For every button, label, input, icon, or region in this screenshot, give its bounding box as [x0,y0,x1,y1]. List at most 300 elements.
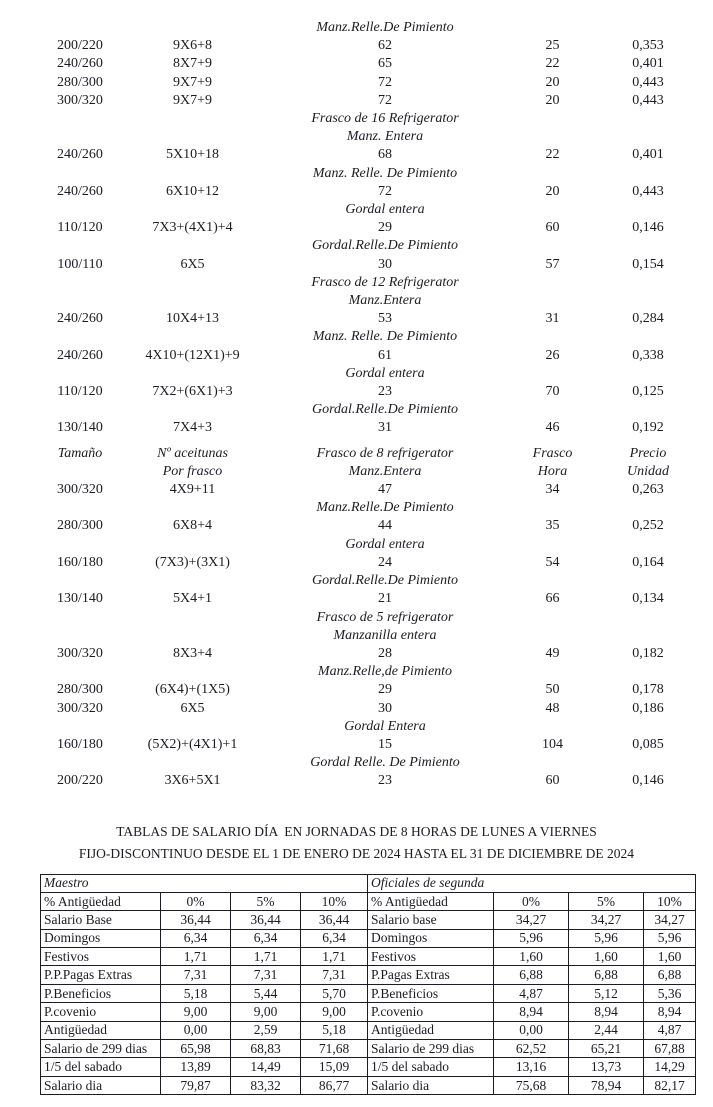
variety-label: Manz. Relle. De Pimiento [312,165,458,181]
salary-value-cell: 4,87 [494,984,569,1002]
salary-value-cell: 79,87 [161,1076,231,1094]
variety-label-row [0,128,713,146]
olives-per-jar-cell: 47 [378,482,392,498]
salary-label-cell: Domingos [41,929,161,947]
unit-price-cell: 0,146 [632,773,664,789]
percent-header-cell: 10% [644,892,696,910]
jars-per-hour-cell: 104 [542,736,563,752]
salary-value-cell: 2,59 [231,1021,301,1039]
percent-header-row [41,892,696,910]
salary-row [41,984,696,1002]
empty-cell [505,499,600,517]
empty-cell [40,627,120,645]
salary-value-cell: 5,96 [644,929,696,947]
variety-label: Gordal Relle. De Pimiento [310,755,460,771]
variety-label-row [0,401,713,419]
empty-cell [40,165,120,183]
percent-header-cell: 5% [569,892,644,910]
variety-label: Manz.Relle.De Pimiento [316,20,454,35]
variety-label-row [0,499,713,517]
jars-per-hour-cell: 49 [545,645,560,661]
variety-label-row [0,572,713,590]
salary-value-cell: 5,18 [161,984,231,1002]
empty-cell [600,201,696,219]
variety-label: Manz. Entera [346,129,424,145]
size-cell: 240/260 [57,147,103,163]
empty-cell [600,754,696,772]
arrangement-cell: 9X6+8 [172,38,212,54]
arrangement-cell: 6X8+4 [172,518,212,534]
size-cell: 240/260 [57,183,103,199]
empty-cell [40,536,120,554]
olive-price-list [0,19,713,791]
size-cell: 160/180 [57,554,103,570]
arrangement-cell: (5X2)+(4X1)+1 [147,736,238,752]
unit-price-cell: 0,164 [632,554,664,570]
salary-value-cell: 34,27 [569,911,644,929]
salary-row [41,1076,696,1094]
group-title-row [41,874,696,892]
unit-price-cell: 0,134 [632,591,664,607]
salary-value-cell: 67,88 [644,1040,696,1058]
jars-per-hour-cell: 70 [545,384,560,400]
jars-per-hour-cell: 22 [545,56,560,72]
size-cell: 300/320 [57,645,103,661]
salary-value-cell: 8,94 [644,1003,696,1021]
variety-label-row [0,237,713,255]
arrangement-cell: 4X10+(12X1)+9 [145,347,240,363]
salary-value-cell: 36,44 [161,911,231,929]
size-cell: 200/220 [57,38,103,54]
salary-row [41,948,696,966]
empty-cell [120,627,265,645]
jars-per-hour-cell: 46 [545,420,560,436]
salary-label-cell: Salario base [368,911,494,929]
jars-per-hour-cell: 60 [545,220,560,236]
price-row [0,37,713,55]
price-row [0,310,713,328]
unit-price-cell: 0,085 [632,736,664,752]
salary-label-cell: Salario dia [368,1076,494,1094]
unit-price-cell: 0,443 [632,183,664,199]
empty-cell [505,19,600,37]
size-cell: 240/260 [57,56,103,72]
salary-value-cell: 86,77 [301,1076,368,1094]
empty-cell [505,128,600,146]
salary-label-cell: P.Beneficios [368,984,494,1002]
salary-value-cell: 5,96 [569,929,644,947]
price-row [0,383,713,401]
size-cell: 280/300 [57,74,103,90]
empty-cell [505,718,600,736]
empty-cell [600,19,696,37]
jars-per-hour-cell: 26 [545,347,560,363]
arrangement-cell: 9X7+9 [172,74,212,90]
olives-per-jar-cell: 72 [378,183,392,199]
empty-cell [40,19,120,37]
price-row [0,219,713,237]
percent-header-cell: 5% [231,892,301,910]
olives-per-jar-cell: 23 [378,384,392,400]
salary-label-cell: Salario de 299 dias [368,1040,494,1058]
arrangement-cell: 7X3+(4X1)+4 [152,220,233,236]
variety-label: Manz. Relle. De Pimiento [312,329,458,345]
empty-cell [40,128,120,146]
empty-cell [505,627,600,645]
empty-cell [40,201,120,219]
oficiales-group-title: Oficiales de segunda [368,874,696,892]
jars-per-hour-cell: Hora [537,463,568,479]
price-row [0,554,713,572]
empty-cell [40,328,120,346]
empty-cell [505,328,600,346]
salary-value-cell: 9,00 [161,1003,231,1021]
salary-value-cell: 83,32 [231,1076,301,1094]
olives-per-jar-cell: 31 [378,420,392,436]
variety-label-row [0,627,713,645]
unit-price-cell: Unidad [627,463,669,479]
salary-label-cell: Antigüedad [41,1021,161,1039]
salary-value-cell: 13,89 [161,1058,231,1076]
salary-row [41,1058,696,1076]
olives-per-jar-cell: 29 [378,220,392,236]
unit-price-cell: 0,252 [632,518,664,534]
size-cell: 280/300 [57,682,103,698]
variety-label-row [0,110,713,128]
salary-value-cell: 0,00 [161,1021,231,1039]
price-row [0,419,713,437]
salary-value-cell: 0,00 [494,1021,569,1039]
size-cell: 240/260 [57,347,103,363]
salary-value-cell: 7,31 [301,966,368,984]
empty-cell [120,609,265,627]
salary-value-cell: 36,44 [301,911,368,929]
arrangement-cell: Nº aceitunas [157,445,228,461]
arrangement-cell: 3X6+5X1 [164,773,221,789]
empty-cell [120,292,265,310]
empty-cell [600,128,696,146]
empty-cell [600,365,696,383]
empty-cell [120,328,265,346]
price-row [0,681,713,699]
price-row [0,55,713,73]
olives-per-jar-cell: 29 [378,682,392,698]
empty-cell [120,572,265,590]
empty-cell [600,627,696,645]
salary-tables-title-line1: TABLAS DE SALARIO DÍA EN JORNADAS DE 8 HORAS DE LUNES A VIERNES [116,823,597,839]
size-cell: 240/260 [57,311,103,327]
jars-per-hour-cell: 20 [545,74,560,90]
variety-label: Manz.Relle.De Pimiento [316,500,454,516]
salary-row [41,1003,696,1021]
empty-cell [505,609,600,627]
salary-value-cell: 75,68 [494,1076,569,1094]
empty-cell [505,365,600,383]
empty-cell [505,663,600,681]
empty-cell [40,609,120,627]
empty-cell [505,292,600,310]
salary-value-cell: 6,34 [301,929,368,947]
variety-label-row [0,663,713,681]
price-row [0,517,713,535]
olives-per-jar-cell: 44 [378,518,392,534]
salary-label-cell: P.Pagas Extras [368,966,494,984]
price-row [0,736,713,754]
salary-value-cell: 5,18 [301,1021,368,1039]
empty-cell [600,609,696,627]
empty-cell [120,754,265,772]
salary-value-cell: 34,27 [494,911,569,929]
price-row [0,590,713,608]
salary-row [41,911,696,929]
salary-value-cell: 5,12 [569,984,644,1002]
salary-value-cell: 13,16 [494,1058,569,1076]
olives-per-jar-cell: 30 [378,700,392,716]
unit-price-cell: 0,401 [632,147,664,163]
empty-cell [600,292,696,310]
salary-value-cell: 1,60 [494,948,569,966]
salary-value-cell: 78,94 [569,1076,644,1094]
empty-cell [600,274,696,292]
salary-label-cell: P.Beneficios [41,984,161,1002]
jars-per-hour-cell: 66 [545,591,560,607]
salary-value-cell: 71,68 [301,1040,368,1058]
salary-label-cell: Domingos [368,929,494,947]
price-row [0,700,713,718]
empty-cell [40,572,120,590]
jars-per-hour-cell: 57 [545,256,560,272]
unit-price-cell: 0,401 [632,56,664,72]
olives-per-jar-cell: 30 [378,256,392,272]
empty-cell [120,19,265,37]
antiguedad-header-cell: % Antigüedad [41,892,161,910]
column-header-row [0,445,713,463]
salary-value-cell: 1,60 [644,948,696,966]
salary-value-cell: 14,49 [231,1058,301,1076]
empty-cell [120,201,265,219]
price-row [0,146,713,164]
salary-label-cell: Festivos [41,948,161,966]
empty-cell [505,572,600,590]
variety-label: Gordal entera [345,365,425,381]
empty-cell [600,572,696,590]
salary-row [41,1040,696,1058]
salary-value-cell: 65,21 [569,1040,644,1058]
percent-header-cell: 10% [301,892,368,910]
salary-row [41,1021,696,1039]
salary-value-cell: 9,00 [301,1003,368,1021]
variety-label: Manz.Relle,de Pimiento [317,664,453,680]
salary-value-cell: 6,88 [644,966,696,984]
salary-label-cell: P.covenio [41,1003,161,1021]
olives-per-jar-cell: 61 [378,347,392,363]
variety-label-row [0,365,713,383]
olives-per-jar-cell: 21 [378,591,392,607]
antiguedad-header-cell: % Antigüedad [368,892,494,910]
arrangement-cell: 8X7+9 [172,56,212,72]
empty-cell [505,274,600,292]
maestro-group-title: Maestro [41,874,368,892]
salary-label-cell: 1/5 del sabado [368,1058,494,1076]
jars-per-hour-cell: 34 [545,482,560,498]
size-cell: 300/320 [57,482,103,498]
column-header-row [0,463,713,481]
olives-per-jar-cell: 72 [378,92,392,108]
size-cell: 100/110 [57,256,103,272]
empty-cell [120,365,265,383]
salary-tables-title-line2: FIJO-DISCONTINUO DESDE EL 1 DE ENERO DE 2024 HASTA EL 31 DE DICIEMBRE DE 2024 [78,845,635,861]
jars-per-hour-cell: Frasco [532,445,573,461]
salary-row [41,966,696,984]
price-row [0,645,713,663]
empty-cell [120,536,265,554]
salary-value-cell: 14,29 [644,1058,696,1076]
jars-per-hour-cell: 20 [545,92,560,108]
unit-price-cell: 0,182 [632,645,664,661]
variety-label: Gordal.Relle.De Pimiento [311,402,459,418]
salary-label-cell: Festivos [368,948,494,966]
size-cell: 160/180 [57,736,103,752]
empty-cell [505,237,600,255]
price-row [0,481,713,499]
empty-cell [600,110,696,128]
empty-cell [600,328,696,346]
empty-cell [600,663,696,681]
empty-cell [505,536,600,554]
salary-label-cell: Salario de 299 dias [41,1040,161,1058]
price-row [0,256,713,274]
size-cell [40,463,120,481]
empty-cell [40,401,120,419]
arrangement-cell: 7X4+3 [172,420,212,436]
empty-cell [120,499,265,517]
unit-price-cell: 0,284 [632,311,664,327]
unit-price-cell: 0,263 [632,482,664,498]
size-cell: 200/220 [57,773,103,789]
variety-label: Gordal.Relle.De Pimiento [311,238,459,254]
size-cell: 130/140 [57,591,103,607]
salary-value-cell: 36,44 [231,911,301,929]
salary-value-cell: 82,17 [644,1076,696,1094]
unit-price-cell: 0,338 [632,347,664,363]
unit-price-cell: 0,125 [632,384,664,400]
unit-price-cell: 0,178 [632,682,664,698]
jars-per-hour-cell: 48 [545,700,560,716]
empty-cell [600,237,696,255]
salary-label-cell: Salario Base [41,911,161,929]
salary-value-cell: 7,31 [231,966,301,984]
empty-cell [120,237,265,255]
variety-label-row [0,754,713,772]
salary-value-cell: 8,94 [494,1003,569,1021]
jars-per-hour-cell: 60 [545,773,560,789]
jars-per-hour-cell: 22 [545,147,560,163]
variety-label-row [0,718,713,736]
percent-header-cell: 0% [494,892,569,910]
empty-cell [40,718,120,736]
size-cell: 300/320 [57,700,103,716]
variety-label: Frasco de 16 Refrigerator [311,111,459,127]
unit-price-cell: 0,353 [632,38,664,54]
olives-per-jar-cell: 28 [378,645,392,661]
price-row [0,92,713,110]
salary-value-cell: 1,71 [231,948,301,966]
arrangement-cell: 5X4+1 [172,591,212,607]
arrangement-cell: 10X4+13 [165,311,219,327]
price-row [0,183,713,201]
arrangement-cell: (6X4)+(1X5) [155,682,230,698]
olives-per-jar-cell: 65 [378,56,392,72]
price-row [0,74,713,92]
empty-cell [120,401,265,419]
variety-label-row [0,536,713,554]
arrangement-cell: 7X2+(6X1)+3 [152,384,233,400]
salary-value-cell: 13,73 [569,1058,644,1076]
variety-label: Gordal entera [345,536,425,552]
salary-value-cell: 65,98 [161,1040,231,1058]
empty-cell [600,401,696,419]
variety-label-row [0,328,713,346]
size-cell: 300/320 [57,92,103,108]
arrangement-cell: 5X10+18 [165,147,219,163]
empty-cell [40,663,120,681]
unit-price-cell: Precio [629,445,667,461]
jars-per-hour-cell: 31 [545,311,560,327]
salary-value-cell: 62,52 [494,1040,569,1058]
variety-label: Manz.Entera [348,293,422,309]
arrangement-cell: 6X5 [180,256,205,272]
empty-cell [40,754,120,772]
arrangement-cell: 8X3+4 [172,645,212,661]
olives-per-jar-cell: 53 [378,311,392,327]
empty-cell [120,274,265,292]
salary-value-cell: 7,31 [161,966,231,984]
olives-per-jar-cell: 68 [378,147,392,163]
arrangement-cell: 6X5 [180,700,205,716]
salary-value-cell: 5,44 [231,984,301,1002]
size-cell: 110/120 [57,384,103,400]
salary-value-cell: 9,00 [231,1003,301,1021]
salary-value-cell: 6,34 [161,929,231,947]
salary-value-cell: 6,34 [231,929,301,947]
empty-cell [40,365,120,383]
empty-cell [600,499,696,517]
empty-cell [120,165,265,183]
jars-per-hour-cell: 25 [545,38,560,54]
jars-per-hour-cell: 35 [545,518,560,534]
empty-cell [600,536,696,554]
empty-cell [40,274,120,292]
arrangement-cell: 9X7+9 [172,92,212,108]
olives-per-jar-cell: 23 [378,773,392,789]
percent-header-cell: 0% [161,892,231,910]
salary-value-cell: 6,88 [494,966,569,984]
empty-cell [505,401,600,419]
empty-cell [40,499,120,517]
jars-per-hour-cell: 54 [545,554,560,570]
empty-cell [40,237,120,255]
empty-cell [120,128,265,146]
price-row [0,347,713,365]
arrangement-cell: 6X10+12 [165,183,219,199]
variety-label: Gordal.Relle.De Pimiento [311,573,459,589]
salary-value-cell: 15,09 [301,1058,368,1076]
variety-label-row [0,609,713,627]
salary-value-cell: 1,71 [301,948,368,966]
empty-cell [120,110,265,128]
variety-label: Frasco de 5 refrigerator [316,609,454,625]
salary-value-cell: 6,88 [569,966,644,984]
